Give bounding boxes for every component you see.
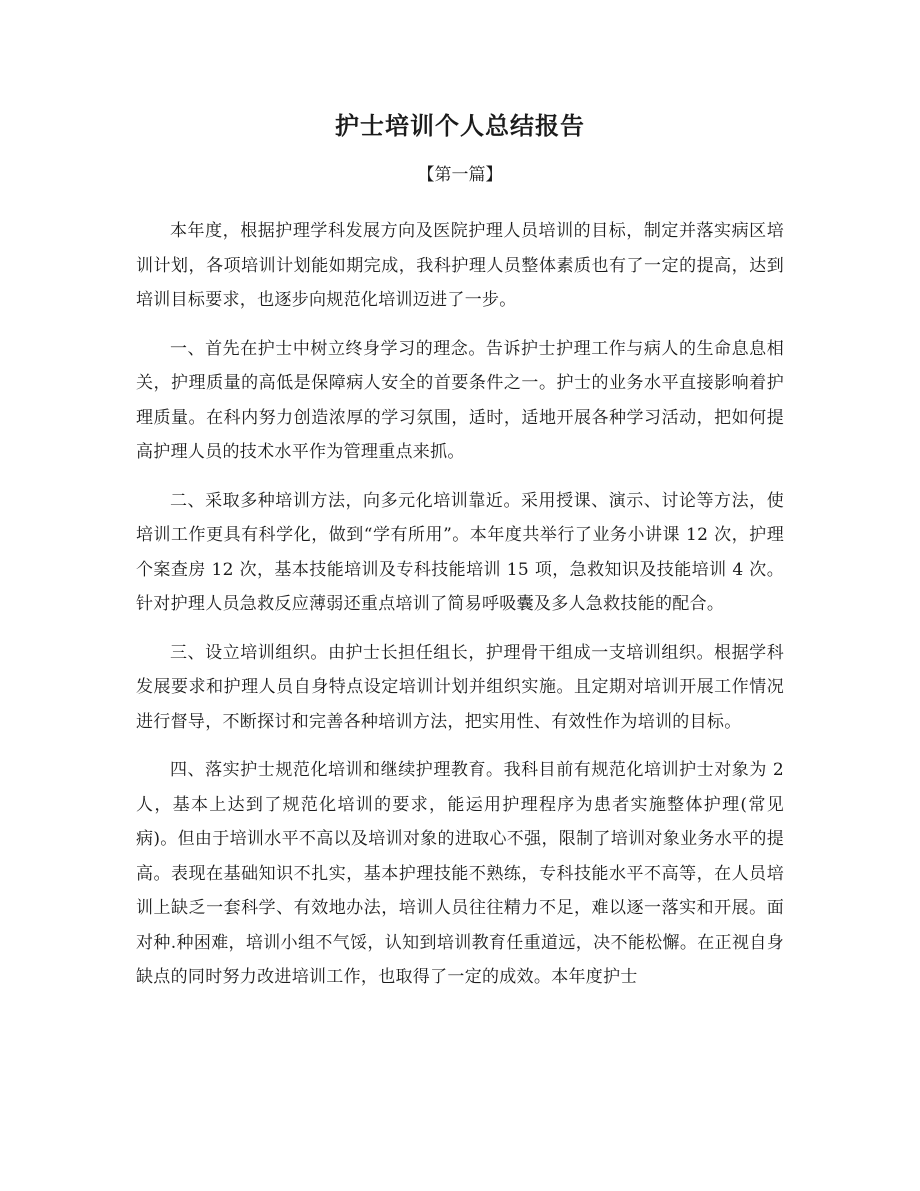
section-label: 【第一篇】 [417, 165, 503, 185]
document-title: 护士培训个人总结报告 [335, 111, 585, 140]
paragraph-3: 三、设立培训组织。由护士长担任组长，护理骨干组成一支培训组织。根据学科发展要求和护理人员自身特点设定培训计划并组织实施。且定期对培训开展工作情况进行督导，不断探讨和完善各种培训方法，把实用性、有效性作为培训的目标。 [136, 642, 784, 732]
paragraph-4: 四、落实护士规范化培训和继续护理教育。我科目前有规范化培训护士对象为 2 人，基本上达到了规范化培训的要求，能运用护理程序为患者实施整体护理(常见病)。但由于培训水平不高以及培训对象的进取心不强，限制了培训对象业务水平的提高。表现在基础知识不扎实，基本护理技能不熟练，专科技能水平不高等，在人员培训上缺乏一套科学、有效地办法，培训人员往往精力不足，难以逐一落实和开展。面对种.种困难，培训小组不气馁，认知到培训教育任重道远，决不能松懈。在正视自身缺点的同时努力改进培训工作，也取得了一定的成效。本年度护士 [136, 760, 784, 987]
paragraph-1: 一、首先在护士中树立终身学习的理念。告诉护士护理工作与病人的生命息息相关，护理质量的高低是保障病人安全的首要条件之一。护士的业务水平直接影响着护理质量。在科内努力创造浓厚的学习氛围，适时，适地开展各种学习活动，把如何提高护理人员的技术水平作为管理重点来抓。 [136, 338, 784, 462]
paragraph-2: 二、采取多种培训方法，向多元化培训靠近。采用授课、演示、讨论等方法，使培训工作更具有科学化，做到“学有所用”。本年度共举行了业务小讲课 12 次，护理个案查房 12 次，基本技能培训及专科技能培训 15 项，急救知识及技能培训 4 次。针对护理人员急救反应薄弱还重点培训了简易呼吸囊及多人急救技能的配合。 [136, 490, 784, 614]
paragraph-intro: 本年度，根据护理学科发展方向及医院护理人员培训的目标，制定并落实病区培训计划，各项培训计划能如期完成，我科护理人员整体素质也有了一定的提高，达到培训目标要求，也逐步向规范化培训迈进了一步。 [136, 221, 784, 310]
